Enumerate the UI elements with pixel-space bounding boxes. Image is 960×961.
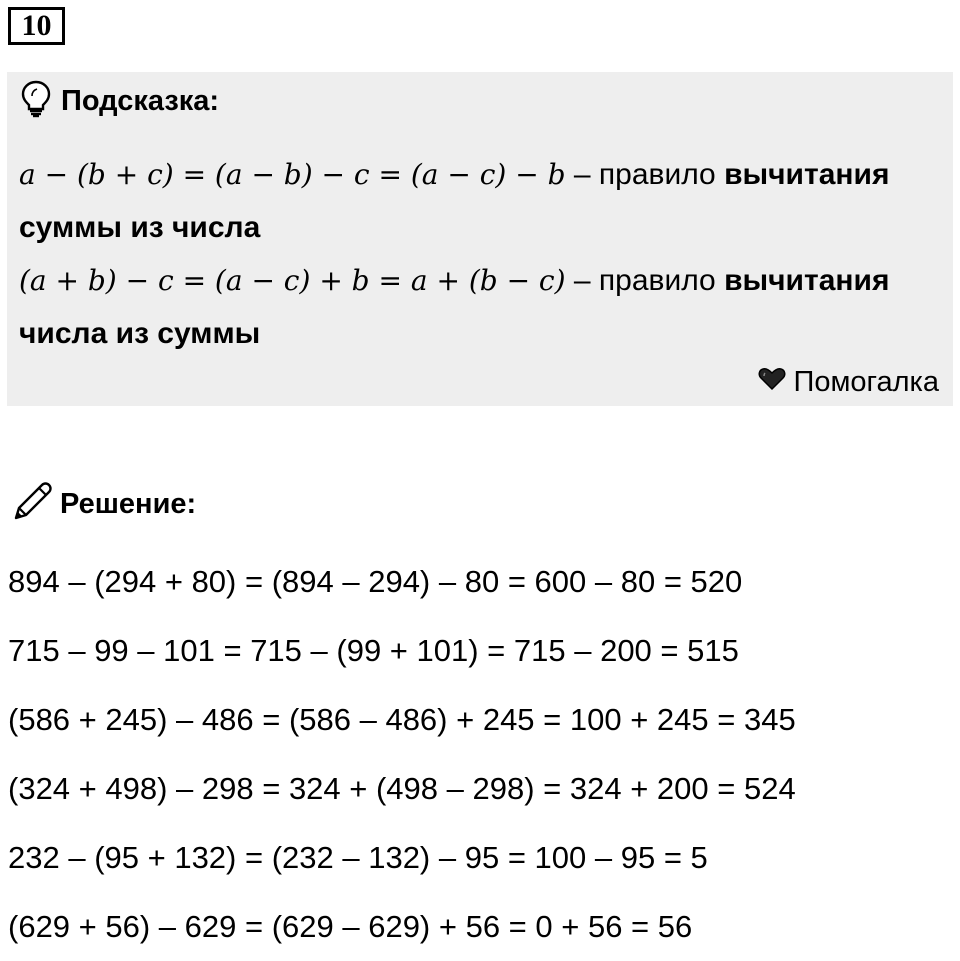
solution-line: 232 – (95 + 132) = (232 – 132) – 95 = 100 – 95 = 5 [8, 840, 708, 875]
solution-line: 894 – (294 + 80) = (894 – 294) – 80 = 600 – 80 = 520 [8, 564, 743, 599]
solution-header [10, 480, 196, 529]
solution-line: (629 + 56) – 629 = (629 – 629) + 56 = 0 + 56 = 56 [8, 909, 693, 944]
heart-icon [758, 366, 786, 399]
rule-name-continuation: суммы из числа [19, 211, 261, 244]
solution-line: 715 – 99 – 101 = 715 – (99 + 101) = 715 – 200 = 515 [8, 633, 739, 668]
formula-subtract-sum: a − (b + c) = (a − b) − c = (a − c) − b [19, 158, 566, 191]
helper-credit [758, 366, 939, 399]
rule-name-continuation: числа из суммы [19, 317, 261, 350]
hint-box [7, 72, 953, 406]
solution-line: (586 + 245) – 486 = (586 – 486) + 245 = 100 + 245 = 345 [8, 702, 796, 737]
rule-text: – правило [565, 158, 725, 191]
hint-header [21, 80, 219, 123]
task-number: 10 [8, 7, 65, 45]
solution-line: (324 + 498) – 298 = 324 + (498 – 298) = 324 + 200 = 524 [8, 771, 796, 806]
rule-text: – правило [565, 264, 725, 297]
lightbulb-icon [21, 80, 51, 123]
hint-content [19, 148, 939, 360]
formula-subtract-from-sum: (a + b) − c = (a − c) + b = a + (b − c) [19, 264, 566, 297]
pencil-icon [10, 480, 54, 529]
hint-rule-1 [19, 148, 939, 201]
rule-name-bold: вычитания [724, 264, 890, 297]
helper-label: Помогалка [793, 366, 939, 398]
solution-title: Решение: [60, 488, 197, 520]
rule-name-bold: вычитания [724, 158, 890, 191]
hint-rule-2 [19, 254, 939, 307]
hint-title: Подсказка: [61, 85, 220, 117]
solution-list [8, 547, 796, 961]
